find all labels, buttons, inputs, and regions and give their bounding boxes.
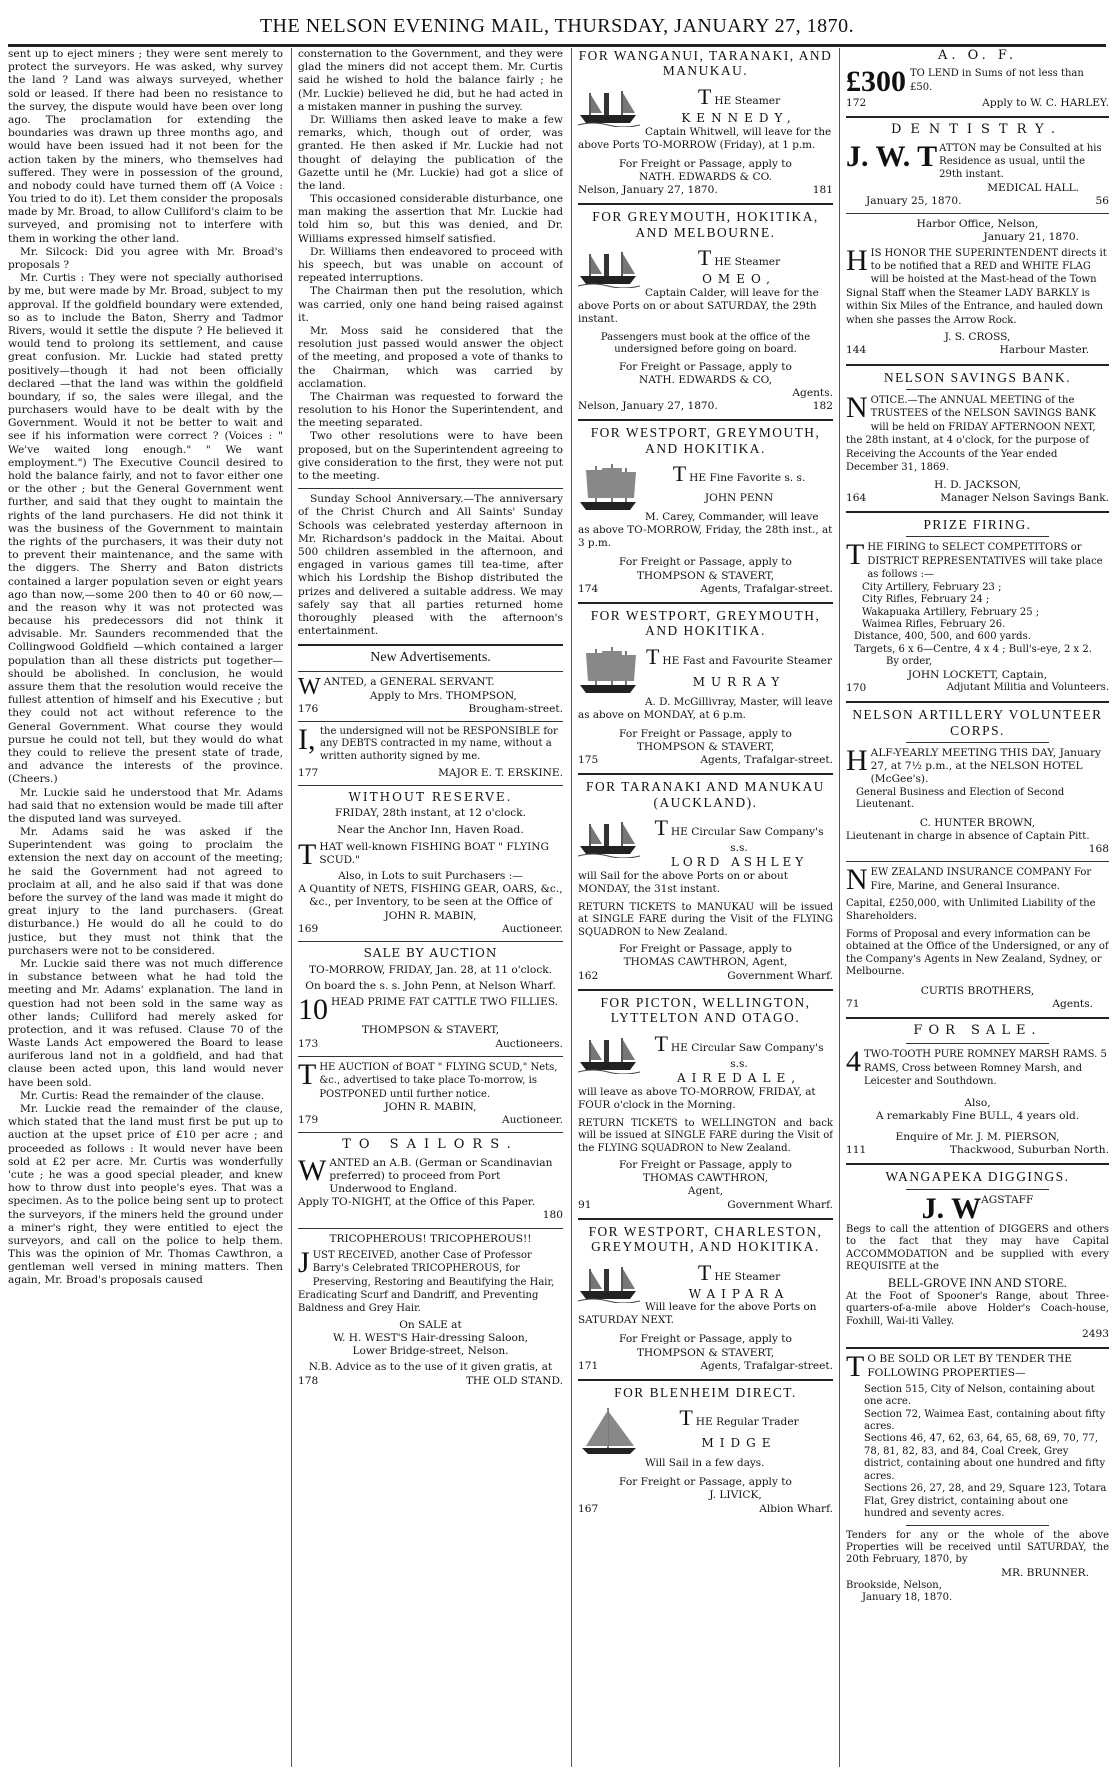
- article-paragraph: This occasioned considerable disturbance, one man making the assertion that Mr. Luckie had told him so, but this was denied, and Dr. Williams expressed himself satisfied.: [298, 193, 563, 245]
- drop-cap: J: [298, 1245, 310, 1279]
- article-paragraph: sent up to eject miners ; they were sent merely to protect the surveyors. He was asked, why survey the land ? Land was always surveyed, whether sold or leased. If there had been no resistance to the survey, the dispute would have been over long ago. The proclamation for extending the boundaries was drawn up three months ago, and would have been issued had it not been for the action taken by the miners, who themselves had suffered. They were in possession of the ground, and nobody could have turned them off (A Voice : You tried to do it). Let them consider the proposals made by Mr. Broad, to allow Culliford's claim to be surveyed, and promising not to interfere with them in working the other land.: [8, 48, 283, 245]
- ad-tender: T O BE SOLD OR LET BY TENDER THE FOLLOWING PROPERTIES— Section 515, City of Nelson, containing about one acre. Section 72, Waimea East, containing about fifty acres. Sections 46, 47, 62, 63, 64, 65, 68, 69, 70, 77, 78, 81, 82, 83, and 84, Coal Creek, Grey district, containing about one hundred and fifty acres. Sections 26, 27, 28, and 29, Square 123, Totara Flat, Grey district, containing about one hundred and seventy acres. Tenders for any or the whole of the above Properties will be received until SATURDAY, the 20th February, 1870, by MR. BRUNNER. Brookside, Nelson, January 18, 1870.: [846, 1350, 1109, 1604]
- article-paragraph: Dr. Williams then asked leave to make a few remarks, which, though out of order, was granted. He then asked if Mr. Luckie had not thought of delaying the publication of the Gazette until he (Mr. Luckie) had got a slice of the land.: [298, 113, 563, 192]
- steamship-icon: [578, 85, 640, 127]
- masthead-rule: [8, 44, 1106, 47]
- drop-cap: T: [697, 1259, 712, 1285]
- ad-waipara: FOR WESTPORT, CHARLESTON, GREYMOUTH, AND HOKITIKA. THE Steamer WAIPARA Will leave for the above Ports on SATURDAY NEXT. For Freight or Passage, apply to THOMPSON & STAVERT, 171 Agents, Trafalgar-street.: [578, 1223, 833, 1372]
- article-paragraph: Mr. Adams said he was asked if the Superintendent was going to proclaim the extension the next day on account of the meeting; he said the Government had not agreed to proclaim at all, and he also said if that was done before the survey of the land was made it might do great injury to the land purchasers. (Great disturbance.) He would do all he could to do justice, but they must not think that the purchasers were not to be considered.: [8, 826, 283, 957]
- article-paragraph: Mr. Luckie said he understood that Mr. Adams had said that no extension would be made till after the disputed land was surveyed.: [8, 786, 283, 825]
- article-paragraph: Two other resolutions were to have been proposed, but on the Superintendent agreeing to give consideration to the first, they were not put to the meeting.: [298, 430, 563, 482]
- drop-cap: H: [846, 243, 868, 277]
- ad-to-sailors: TO SAILORS. WANTED an A.B. (German or Scandinavian preferred) to proceed from Port Underwood to England. Apply TO-NIGHT, at the Office of this Paper. 180: [298, 1137, 563, 1222]
- article-paragraph: The Chairman then put the resolution, which was carried, only one hand being raised against it.: [298, 285, 563, 324]
- ad-postponed: THE AUCTION of BOAT " FLYING SCUD," Nets, &c., advertised to take place To-morrow, is POSTPONED until further notice. JOHN R. MABIN, 179 Auctioneer.: [298, 1057, 563, 1127]
- ad-tricopherous: TRICOPHEROUS! TRICOPHEROUS!! JUST RECEIVED, another Case of Professor Barry's Celebrated TRICOPHEROUS, for Preserving, Restoring and Beautifying the Hair, Eradicating Scurf and Dandriff, and Preventing Baldness and Grey Hair. On SALE at W. H. WEST'S Hair-dressing Saloon, Lower Bridge-street, Nelson. N.B. Advice as to the use of it given gratis, at 178 THE OLD STAND.: [298, 1232, 563, 1387]
- column-2: [291, 48, 563, 1767]
- drop-cap: N: [846, 863, 868, 897]
- sailing-ship-icon: [578, 645, 640, 697]
- ad-harbor-office: Harbor Office, Nelson, January 21, 1870. HIS HONOR THE SUPERINTENDENT directs it to be notified that a RED and WHITE FLAG will be hoisted at the Mast-head of the Town Signal Staff when the Steamer LADY BARKLY is within Six Miles of the Entrance, and hauled down when she passes the Arrow Rock. J. S. CROSS, 144 Harbour Master.: [846, 218, 1107, 357]
- ad-omeo: FOR GREYMOUTH, HOKITIKA, AND MELBOURNE. THE Steamer OMEO, Captain Calder, will leave for the above Ports on or about SATURDAY, the 29th instant. Passengers must book at the office of the undersigned before going on board. For Freight or Passage, apply to NATH. EDWARDS & CO, Agents. Nelson, January 27, 1870. 182: [578, 209, 833, 413]
- drop-cap: 4: [846, 1045, 861, 1079]
- drop-cap: 10: [298, 993, 328, 1027]
- article-paragraph: Mr. Silcock: Did you agree with Mr. Broad's proposals ?: [8, 245, 283, 271]
- article-paragraph: consternation to the Government, and they were glad the miners did not accept them. Mr. Curtis said he wished to hold the balance fairly ; he (Mr. Luckie) believed he did, but he had acted in a mistaken manner in pushing the survey.: [298, 48, 563, 113]
- column-1: [8, 48, 283, 1767]
- drop-cap: T: [654, 814, 668, 840]
- masthead: THE NELSON EVENING MAIL, THURSDAY, JANUARY 27, 1870.: [259, 15, 855, 37]
- drop-cap: H: [846, 743, 868, 777]
- ad-murray: FOR WESTPORT, GREYMOUTH, AND HOKITIKA. THE Fast and Favourite Steamer MURRAY A. D. McGillivray, Master, will leave as above on MONDAY, at 6 p.m. For Freight or Passage, apply to THOMPSON & STAVERT, 175 Agents, Trafalgar-street.: [578, 607, 833, 766]
- ad-lord-ashley: FOR TARANAKI AND MANUKAU (AUCKLAND). THE Circular Saw Company's s.s. LORD ASHLEY will Sail for the above Ports on or about MONDAY, the 31st instant. RETURN TICKETS to MANUKAU will be issued at SINGLE FARE during the Visit of the FLYING SQUADRON to New Zealand. For Freight or Passage, apply to THOMAS CAWTHRON, Agent, 162 Government Wharf.: [578, 779, 833, 982]
- new-advertisements-heading: New Advertisements.: [370, 650, 491, 666]
- article-paragraph: The Chairman was requested to forward the resolution to his Honor the Superintendent, and the meeting separated.: [298, 390, 563, 430]
- steamship-icon: [578, 816, 640, 858]
- ad-without-reserve: WITHOUT RESERVE. FRIDAY, 28th instant, at 12 o'clock. Near the Anchor Inn, Haven Road. THAT well-known FISHING BOAT " FLYING SCUD." Also, in Lots to suit Purchasers :— A Quantity of NETS, FISHING GEAR, OARS, &c., &c., per Inventory, to be seen at the Office of JOHN R. MABIN, 169 Auctioneer.: [298, 790, 563, 935]
- ad-artillery: NELSON ARTILLERY VOLUNTEER CORPS. HALF-YEARLY MEETING THIS DAY, January 27, at 7½ p.m., at the NELSON HOTEL (McGee's). General Business and Election of Second Lieutenant. C. HUNTER BROWN, Lieutenant in charge in absence of Captain Pitt. 168: [846, 707, 1109, 856]
- drop-cap: I,: [298, 722, 316, 756]
- ad-dentistry: DENTISTRY. J. W. T ATTON may be Consulted at his Residence as usual, until the 29th instant. MEDICAL HALL. January 25, 1870. 56: [846, 122, 1109, 208]
- sailing-ship-icon: [578, 1406, 640, 1458]
- ad-savings-bank: NELSON SAVINGS BANK. NOTICE.—The ANNUAL MEETING of the TRUSTEES of the NELSON SAVINGS BANK will be held on FRIDAY AFTERNOON NEXT, the 28th instant, at 4 o'clock, for the purpose of Receiving the Accounts of the Year ended December 31, 1869. H. D. JACKSON, 164 Manager Nelson Savings Bank.: [846, 369, 1109, 504]
- ad-sale-by-auction: SALE BY AUCTION TO-MORROW, FRIDAY, Jan. 28, at 11 o'clock. On board the s. s. John Penn, at Nelson Wharf. 10 HEAD PRIME FAT CATTLE TWO FILLIES. THOMPSON & STAVERT, 173 Auctioneers.: [298, 946, 563, 1050]
- column-4: [839, 48, 1109, 1767]
- drop-cap: T: [654, 1030, 668, 1056]
- drop-cap: N: [846, 391, 868, 424]
- drop-cap: T: [697, 245, 712, 271]
- article-paragraph: Mr. Luckie said there was not much difference in substance between what he had told the meeting and Mr. Adams' explanation. The land in question had not been sold in the same way as other lands; Culliford had merely asked for protection, and it was refused. Clause 70 of the Waste Lands Act empowered the Board to lease auriferous land not in a goldfield, and had that clause been acted upon, this land would never have been sold.: [8, 957, 283, 1089]
- ad-prize-firing: PRIZE FIRING. THE FIRING to SELECT COMPETITORS or DISTRICT REPRESENTATIVES will take place as follows :— City Artillery, February 23 ; City Rifles, February 24 ; Wakapuaka Artillery, February 25 ; Waimea Rifles, February 26. Distance, 400, 500, and 600 yards. Targets, 6 x 6—Centre, 4 x 4 ; Bull's-eye, 2 x 2. By order, JOHN LOCKETT, Captain, 170 Adjutant Militia and Volunteers.: [846, 517, 1109, 694]
- ad-aof: A. O. F. £300 TO LEND in Sums of not less than £50. 172 Apply to W. C. HARLEY.: [846, 48, 1109, 110]
- drop-cap: W: [298, 1153, 327, 1187]
- ad-kennedy: FOR WANGANUI, TARANAKI, AND MANUKAU. THE Steamer KENNEDY, Captain Whitwell, will leave for the above Ports TO-MORROW (Friday), at 1 p.m. For Freight or Passage, apply to NATH. EDWARDS & CO. Nelson, January 27, 1870. 181: [578, 48, 833, 197]
- drop-cap: T: [846, 1350, 865, 1384]
- article-paragraph: Mr. Curtis : They were not specially authorised by me, but were made by Mr. Broad, subject to my approval. If the goldfield boundary were extended, so as to include the Baton, Sherry and Tadmor Rivers, would it settle the dispute ? He believed it would tend to prolong its settlement, and cause great confusion. Mr. Luckie had stated pretty positively—though it had not been officially declared —that the land was within the goldfield boundary, if so, the sales were illegal, and the purchasers would have to be dealt with by the Government. Would it not be better to wait and see if his information were correct ? (Voices : " We've waited long enough." " We want employment.") The Executive Council desired to hold the balance fairly, and not to favor either one or the other ; but the General Government went further, and said that they ought to maintain the rights of the land purchasers. He did not think it was the business of the Government to maintain the rights of the purchasers, it was their duty not to prevent their maintenance, and the same with the diggers. The Sherry and Baton districts contained a larger population seven or eight years ago than now,—some 200 then to 40 or 60 now,—and the reason why it was not protected was because his predecessors did not think it advisable. Mr. Saunders recommended that the Collingwood Goldfield —which contained a larger population than all these districts put together—should be abolished. In conclusion, he would assure them that the resolution would receive the fullest attention of himself and his Executive ; but they could not act without reference to the General Government. What course they would pursue he could not tell, but they would do what they could to relieve the present state of trade, and advance the interests of the province. (Cheers.): [8, 272, 283, 786]
- ad-airedale: FOR PICTON, WELLINGTON, LYTTELTON AND OTAGO. THE Circular Saw Company's s.s. AIREDALE, will leave as above TO-MORROW, FRIDAY, at FOUR o'clock in the Morning. RETURN TICKETS to WELLINGTON and back will be issued at SINGLE FARE during the Visit of the FLYING SQUADRON to New Zealand. For Freight or Passage, apply to THOMAS CAWTHRON, Agent, 91 Government Wharf.: [578, 994, 833, 1211]
- drop-cap: W: [298, 674, 321, 701]
- drop-cap: T: [672, 461, 687, 487]
- sunday-school-article: Sunday School Anniversary.—The anniversary of the Christ Church and All Saints' Sunday Schools was celebrated yesterday afternoon in Mr. Richardson's paddock in the Maitai. About 500 children assembled in the afternoon, and engaged in various games till tea-time, after which his Lordship the Bishop distributed the prizes and delivered a suitable address. We may safely say that all parties returned home thoroughly pleased with the afternoon's entertainment.: [298, 493, 563, 638]
- article-paragraph: Mr. Curtis: Read the remainder of the clause.: [20, 1089, 265, 1102]
- steamship-icon: [578, 1032, 640, 1074]
- ad-midge: FOR BLENHEIM DIRECT. THE Regular Trader MIDGE Will Sail in a few days. For Freight or Passage, apply to J. LIVICK, 167 Albion Wharf.: [578, 1384, 833, 1515]
- drop-cap: T: [645, 643, 660, 669]
- steamship-icon: [578, 1261, 640, 1303]
- drop-cap: T: [697, 83, 712, 109]
- article-paragraph: Mr. Luckie read the remainder of the clause, which stated that the land must first be put up to auction at the upset price of £10 per acre ; and proceeded as follows : It would never have been sold at £2 per acre. Mr. Curtis was wonderfully 'cute ; he was a good special pleader, and knew how to throw dust into people's eyes. That was a specimen. As to the police being sent up to protect the surveyors, if the miners held the ground under a miner's right, they were entitled to eject the surveyors, and call on the police to help them. This was the opinion of Mr. Thomas Cawthron, a gentleman well versed in mining matters. Then again, Mr. Broad's proposals caused: [8, 1103, 283, 1287]
- ad-for-sale: FOR SALE. 4 TWO-TOOTH PURE ROMNEY MARSH RAMS. 5 RAMS, Cross between Romney Marsh, and Leicester and Southdown. Also, A remarkably Fine BULL, 4 years old. Enquire of Mr. J. M. PIERSON, 111 Thackwood, Suburban North.: [846, 1023, 1109, 1157]
- sailing-ship-icon: [578, 462, 640, 514]
- drop-cap: T: [298, 837, 317, 871]
- drop-cap: T: [679, 1405, 693, 1431]
- ad-nz-insurance: NEW ZEALAND INSURANCE COMPANY For Fire, Marine, and General Insurance. Capital, £250,000, with Unlimited Liability of the Shareholders. Forms of Proposal and every information can be obtained at the Office of the Undersigned, or any of the Company's Agents in New Zealand, Sydney, or Melbourne. CURTIS BROTHERS, 71 Agents.: [846, 863, 1109, 1010]
- ad-responsible: I, the undersigned will not be RESPONSIBLE for any DEBTS contracted in my name, without a written authority signed by me. 177 MAJOR E. T. ERSKINE.: [298, 722, 563, 780]
- column-3: [571, 48, 833, 1767]
- article-paragraph: Mr. Moss said he considered that the resolution just passed would answer the object of the meeting, and proposed a vote of thanks to the Chairman, which was carried by acclamation.: [298, 324, 563, 390]
- ad-servant: W ANTED, a GENERAL SERVANT. Apply to Mrs. THOMPSON, 176 Brougham-street.: [298, 674, 563, 715]
- ad-john-penn: FOR WESTPORT, GREYMOUTH, AND HOKITIKA. THE Fine Favorite s. s. JOHN PENN M. Carey, Commander, will leave as above TO-MORROW, Friday, the 28th inst., at 3 p.m. For Freight or Passage, apply to THOMPSON & STAVERT, 174 Agents, Trafalgar-street.: [578, 425, 833, 595]
- drop-cap: T: [298, 1057, 317, 1091]
- drop-cap: T: [846, 538, 865, 572]
- ad-wangapeka: WANGAPEKA DIGGINGS. J. WAGSTAFF Begs to call the attention of DIGGERS and others to the fact that they may have Capital ACCOMMODATION and be supplied with every REQUISITE at the BELL-GROVE INN AND STORE. At the Foot of Spooner's Range, about Three-quarters-of-a-mile above Holder's Coach-house, Foxhill, Wai-iti Valley. 2493: [846, 1169, 1109, 1341]
- steamship-icon: [578, 246, 640, 288]
- article-paragraph: Dr. Williams then endeavored to proceed with his speech, but was unable on account of repeated interruptions.: [298, 245, 563, 285]
